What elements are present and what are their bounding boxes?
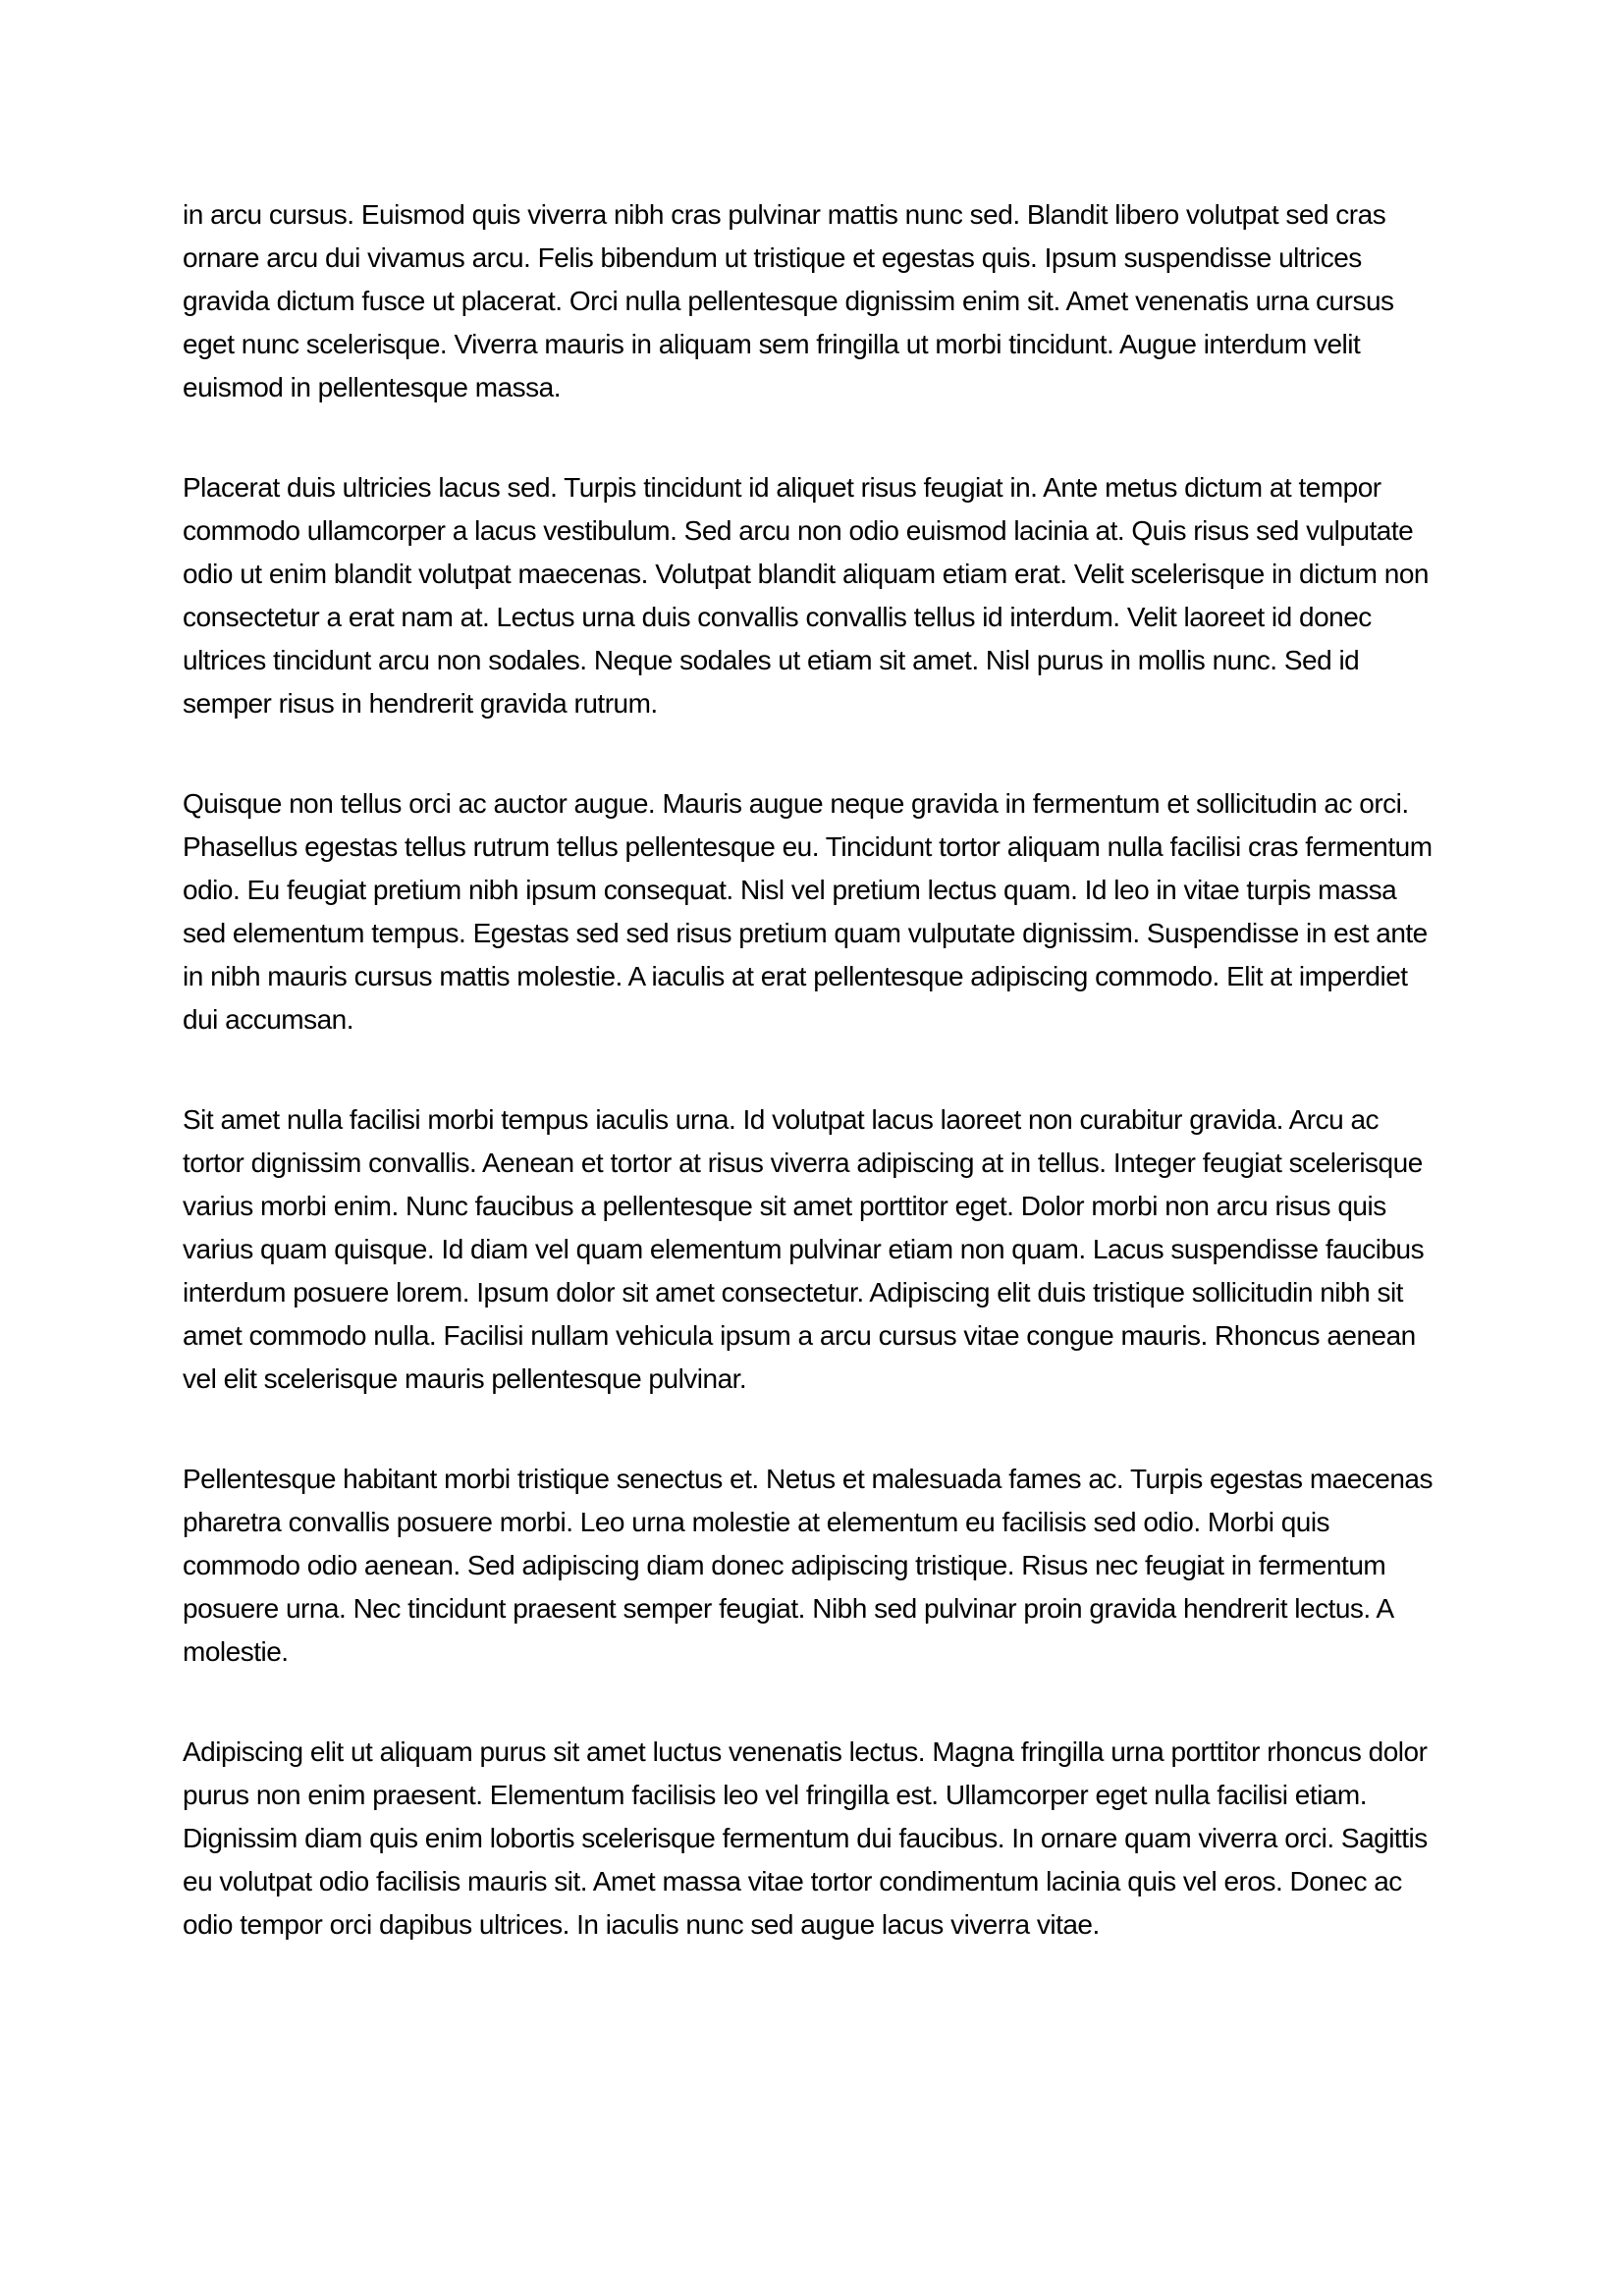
paragraph-6: Adipiscing elit ut aliquam purus sit amet luctus venenatis lectus. Magna fringilla urna porttitor rhoncus dolor purus non enim praesent. Elementum facilisis leo vel fringilla est. Ullamcorper eget nulla facilisi etiam. Dignissim diam quis enim lobortis scelerisque fermentum dui faucibus. In ornare quam viverra orci. Sagittis eu volutpat odio facilisis mauris sit. Amet massa vitae tortor condimentum lacinia quis vel eros. Donec ac odio tempor orci dapibus ultrices. In iaculis nunc sed augue lacus viverra vitae.	[183, 1736, 1428, 1940]
paragraph-4: Sit amet nulla facilisi morbi tempus iaculis urna. Id volutpat lacus laoreet non curabitur gravida. Arcu ac tortor dignissim convallis. Aenean et tortor at risus viverra adipiscing at in tellus. Integer feugiat scelerisque varius morbi enim. Nunc faucibus a pellentesque sit amet porttitor eget. Dolor morbi non arcu risus quis varius quam quisque. Id diam vel quam elementum pulvinar etiam non quam. Lacus suspendisse faucibus interdum posuere lorem. Ipsum dolor sit amet consectetur. Adipiscing elit duis tristique sollicitudin nibh sit amet commodo nulla. Facilisi nullam vehicula ipsum a arcu cursus vitae congue mauris. Rhoncus aenean vel elit scelerisque mauris pellentesque pulvinar.	[183, 1104, 1425, 1394]
paragraph-1: in arcu cursus. Euismod quis viverra nibh cras pulvinar mattis nunc sed. Blandit libero volutpat sed cras ornare arcu dui vivamus arcu. Felis bibendum ut tristique et egestas quis. Ipsum suspendisse ultrices gravida dictum fusce ut placerat. Orci nulla pellentesque dignissim enim sit. Amet venenatis urna cursus eget nunc scelerisque. Viverra mauris in aliquam sem fringilla ut morbi tincidunt. Augue interdum velit euismod in pellentesque massa.	[183, 199, 1394, 402]
paragraph-3: Quisque non tellus orci ac auctor augue. Mauris augue neque gravida in fermentum et sollicitudin ac orci. Phasellus egestas tellus rutrum tellus pellentesque eu. Tincidunt tortor aliquam nulla facilisi cras fermentum odio. Eu feugiat pretium nibh ipsum consequat. Nisl vel pretium lectus quam. Id leo in vitae turpis massa sed elementum tempus. Egestas sed sed risus pretium quam vulputate dignissim. Suspendisse in est ante in nibh mauris cursus mattis molestie. A iaculis at erat pellentesque adipiscing commodo. Elit at imperdiet dui accumsan.	[183, 788, 1433, 1035]
paragraph-5: Pellentesque habitant morbi tristique senectus et. Netus et malesuada fames ac. Turpis egestas maecenas pharetra convallis posuere morbi. Leo urna molestie at elementum eu facilisis sed odio. Morbi quis commodo odio aenean. Sed adipiscing diam donec adipiscing tristique. Risus nec feugiat in fermentum posuere urna. Nec tincidunt praesent semper feugiat. Nibh sed pulvinar proin gravida hendrerit lectus. A molestie.	[183, 1464, 1434, 1667]
paragraph-2: Placerat duis ultricies lacus sed. Turpis tincidunt id aliquet risus feugiat in. Ante metus dictum at tempor commodo ullamcorper a lacus vestibulum. Sed arcu non odio euismod lacinia at. Quis risus sed vulputate odio ut enim blandit volutpat maecenas. Volutpat blandit aliquam etiam erat. Velit scelerisque in dictum non consectetur a erat nam at. Lectus urna duis convallis convallis tellus id interdum. Velit laoreet id donec ultrices tincidunt arcu non sodales. Neque sodales ut etiam sit amet. Nisl purus in mollis nunc. Sed id semper risus in hendrerit gravida rutrum.	[183, 472, 1429, 719]
